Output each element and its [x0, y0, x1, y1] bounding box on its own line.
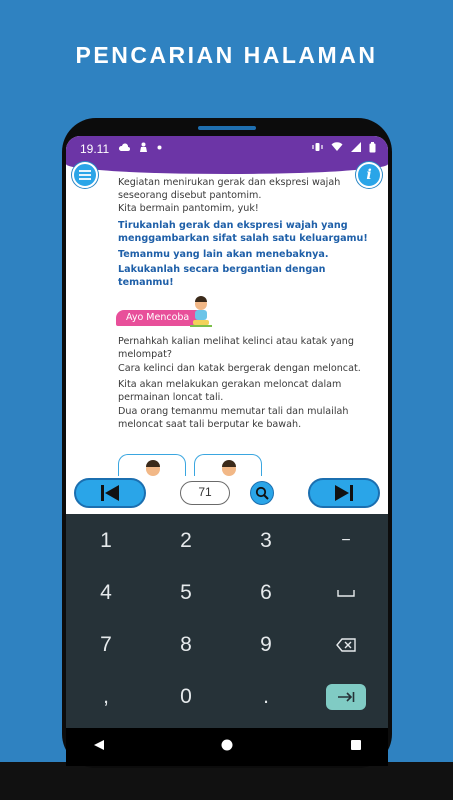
info-icon: i: [366, 167, 372, 183]
vibrate-icon: [312, 142, 323, 152]
recents-icon[interactable]: [350, 739, 362, 751]
book-paragraph-highlight: Tirukanlah gerak dan ekspresi wajah yang menggambarkan sifat salah satu keluargamu!: [118, 220, 368, 244]
key-0[interactable]: 0: [180, 685, 192, 708]
promo-title: PENCARIAN HALAMAN: [75, 42, 378, 68]
key-minus[interactable]: −: [341, 532, 351, 549]
skip-next-icon: [334, 484, 354, 502]
next-page-button[interactable]: [308, 478, 380, 508]
child-illustration: [188, 296, 214, 328]
key-1[interactable]: 1: [100, 529, 112, 552]
cloud-icon: [118, 143, 130, 152]
header-curve: [66, 162, 388, 174]
search-page-button[interactable]: [250, 481, 274, 505]
enter-key-background: [326, 684, 366, 710]
dot-icon: [157, 145, 162, 150]
book-paragraph: Cara kelinci dan katak bergerak dengan meloncat.: [118, 363, 361, 374]
wifi-icon: [331, 142, 343, 152]
person-icon: [139, 142, 148, 153]
battery-icon: [369, 142, 376, 153]
key-6[interactable]: 6: [260, 581, 272, 604]
book-paragraph: Kita akan melakukan gerakan meloncat dalam permainan loncat tali.: [118, 379, 342, 403]
status-time: 19.11: [80, 142, 110, 156]
key-2[interactable]: 2: [180, 529, 192, 552]
search-icon: [255, 486, 269, 500]
key-9[interactable]: 9: [260, 633, 272, 656]
key-7[interactable]: 7: [100, 633, 112, 656]
skip-previous-icon: [100, 484, 120, 502]
status-right-icons: [312, 141, 376, 153]
page-navigation: [66, 476, 388, 514]
key-enter[interactable]: [306, 672, 386, 722]
screen: [66, 136, 388, 728]
book-paragraph: Pernahkah kalian melihat kelinci atau katak yang melompat?: [118, 336, 354, 360]
key-comma[interactable]: ,: [103, 685, 109, 708]
tab-arrow-icon: [337, 691, 355, 703]
system-navigation-bar: [66, 728, 388, 766]
book-paragraph: Kita bermain pantomim, yuk!: [118, 203, 259, 214]
book-paragraph-highlight: Lakukanlah secara bergantian dengan temanmu!: [118, 264, 326, 288]
page-number-input[interactable]: 71: [180, 481, 230, 505]
numeric-keyboard: [66, 514, 388, 728]
book-paragraph-highlight: Temanmu yang lain akan menebaknya.: [118, 249, 329, 260]
book-paragraph: Kegiatan menirukan gerak dan ekspresi wajah seseorang disebut pantomim.: [118, 177, 341, 201]
back-icon[interactable]: [93, 739, 105, 751]
status-left-icons: [118, 141, 162, 153]
key-3[interactable]: 3: [260, 529, 272, 552]
key-4[interactable]: 4: [100, 581, 112, 604]
key-space[interactable]: [306, 568, 386, 618]
key-period[interactable]: .: [263, 685, 269, 708]
home-icon[interactable]: [221, 739, 233, 751]
key-backspace[interactable]: [306, 620, 386, 670]
phone-frame: [62, 118, 392, 768]
previous-page-button[interactable]: [74, 478, 146, 508]
backspace-icon: [336, 638, 356, 652]
phone-speaker: [198, 126, 256, 130]
key-8[interactable]: 8: [180, 633, 192, 656]
book-page: [66, 174, 388, 454]
book-paragraph: Dua orang temanmu memutar tali dan mulailah meloncat saat tali berputar ke bawah.: [118, 406, 349, 430]
signal-icon: [351, 142, 361, 152]
section-badge: Ayo Mencoba: [116, 310, 199, 326]
key-5[interactable]: 5: [180, 581, 192, 604]
space-icon: [337, 589, 355, 597]
status-bar: [66, 136, 388, 162]
